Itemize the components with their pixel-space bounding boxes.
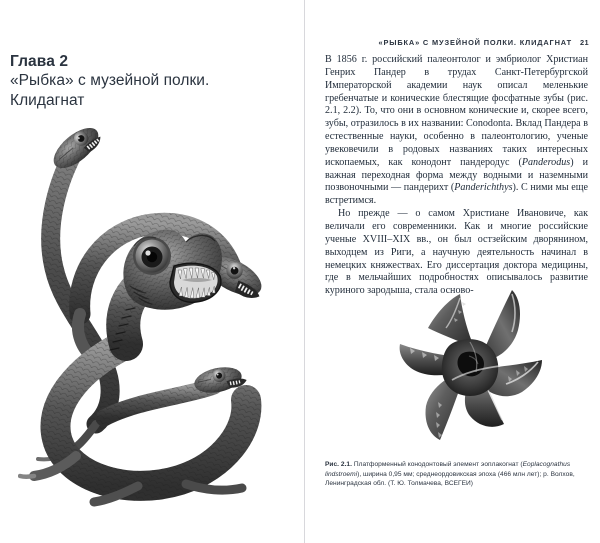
- chapter-title-line-1: «Рыбка» с музейной полки.: [10, 72, 210, 89]
- paragraph-1: В 1856 г. российский палеонтолог и эмбриолог Христиан Генрих Пандер в трудах Санкт-Петербургской Императорской академии наук описал меленькие гребенчатые и конические блестящие фосфатные зубы (рис. 2.1, 2.2). То, что они в основном конические и, скорее всего, зубы, отразилось в их названии: Conodonta. Вклад Пандера в естественные науки, особенно в палеонтологию, ученые увековечили в родовых названиях таких интересных ископаемых, как конодонт пандеродус (Panderodus) и важная переходная форма между водными и наземными позвоночными — пандерихт (Panderichthys). С ними мы еще встретимся.: [325, 54, 588, 207]
- running-head-title: «РЫБКА» С МУЗЕЙНОЙ ПОЛКИ. КЛИДАГНАТ: [378, 38, 572, 47]
- figure-caption-label: Рис. 2.1.: [325, 461, 352, 468]
- running-head: [379, 38, 589, 47]
- conodont-element-photograph: [366, 284, 556, 456]
- right-page: [304, 0, 600, 543]
- page-number: 21: [579, 38, 589, 47]
- figure-caption-species: Eoplacognathus lindstroemi: [325, 461, 571, 478]
- figure-caption: [325, 460, 590, 489]
- figure-caption-part-1: Платформенный конодонтовый элемент эоплакогнат (: [351, 461, 523, 468]
- paragraph-2: Но прежде — о самом Христиане Ивановиче, как величали его современники. Как и многие российские ученые XVIII–XIX вв., он был остзейским дворянином, выходцем из Риги, а научную деятельность начинал в немецких княжествах. Его диссертация доктора медицины, где в мельчайших подробностях описывалось развитие куриного зародыша, стала осново-: [325, 208, 588, 297]
- figure-caption-part-2: ), ширина 0,95 мм; среднеордовикская эпоха (466 млн лет); р. Волхов, Ленинградская обл. (Т. Ю. Толмачева, ВСЕГЕИ): [325, 470, 575, 488]
- chapter-title-line-2: Клидагнат: [10, 91, 85, 109]
- body-text: [325, 54, 588, 298]
- chapter-heading: [10, 52, 280, 110]
- chapter-number: Глава 2: [10, 53, 69, 70]
- conodont-animal-drawing: [18, 118, 290, 522]
